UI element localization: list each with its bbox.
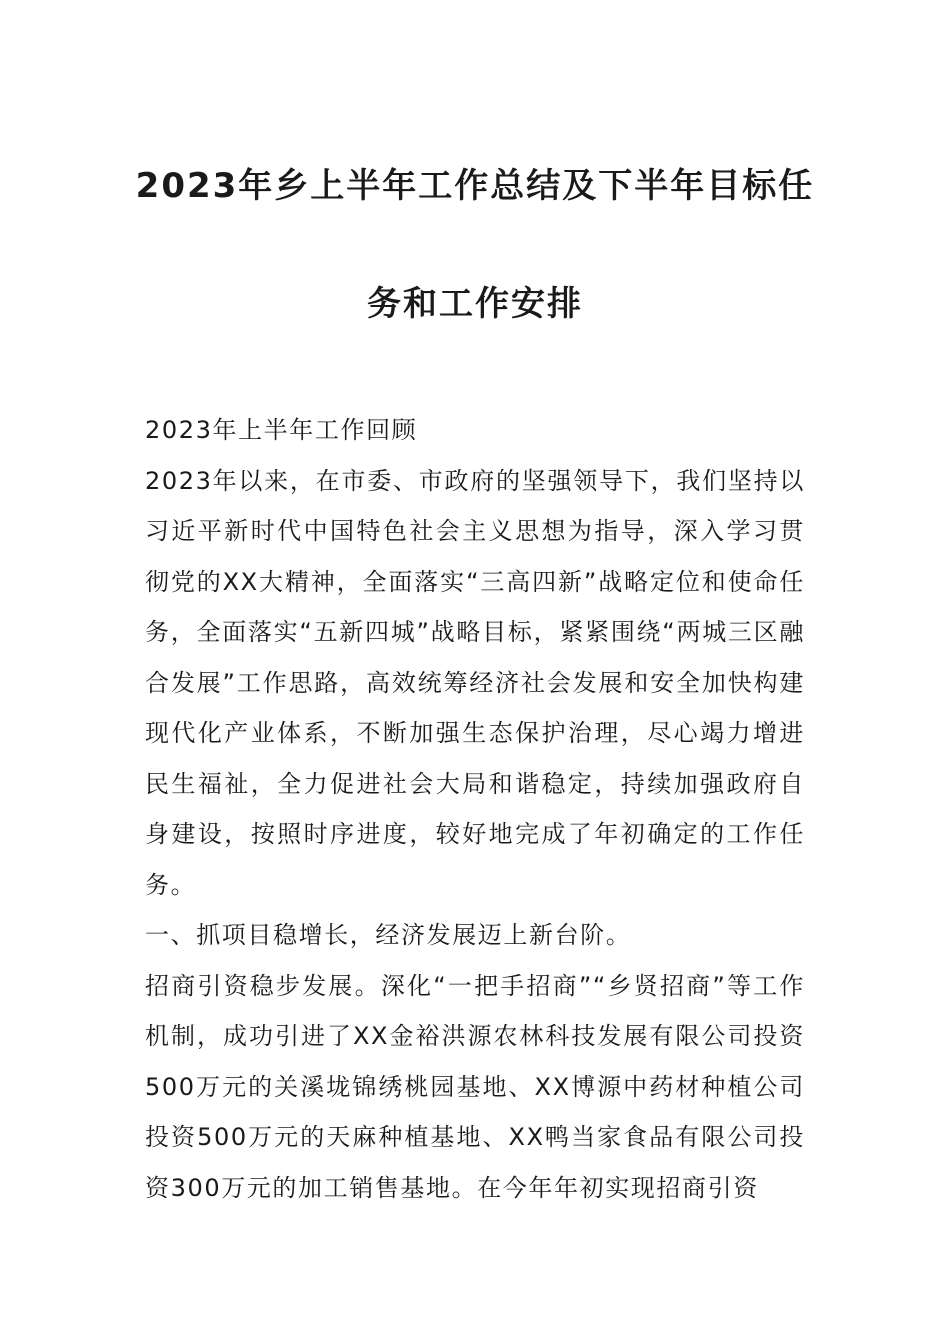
subheading-1: 一、抓项目稳增长，经济发展迈上新台阶。 [145, 921, 632, 949]
document-title-line-2: 务和工作安排 [367, 284, 583, 324]
investment-paragraph: 招商引资稳步发展。深化“一把手招商”“乡贤招商”等工作机制，成功引进了XX金裕洪源农林科技发展有限公司投资500万元的关溪垅锦绣桃园基地、XX博源中药材种植公司投资500万元的天麻种植基地、XX鸭当家食品有限公司投资300万元的加工销售基地。在今年年初实现招商引资 [145, 971, 805, 1202]
section-heading: 2023年上半年工作回顾 [145, 416, 418, 444]
document-body [145, 405, 805, 1213]
document-title-line-1: 2023年乡上半年工作总结及下半年目标任 [135, 166, 815, 206]
intro-paragraph: 2023年以来，在市委、市政府的坚强领导下，我们坚持以习近平新时代中国特色社会主义思想为指导，深入学习贯彻党的XX大精神，全面落实“三高四新”战略定位和使命任务，全面落实“五新四城”战略目标，紧紧围绕“两城三区融合发展”工作思路，高效统筹经济社会发展和安全加快构建现代化产业体系，不断加强生态保护治理，尽心竭力增进民生福祉，全力促进社会大局和谐稳定，持续加强政府自身建设，按照时序进度，较好地完成了年初确定的工作任务。 [145, 466, 805, 899]
